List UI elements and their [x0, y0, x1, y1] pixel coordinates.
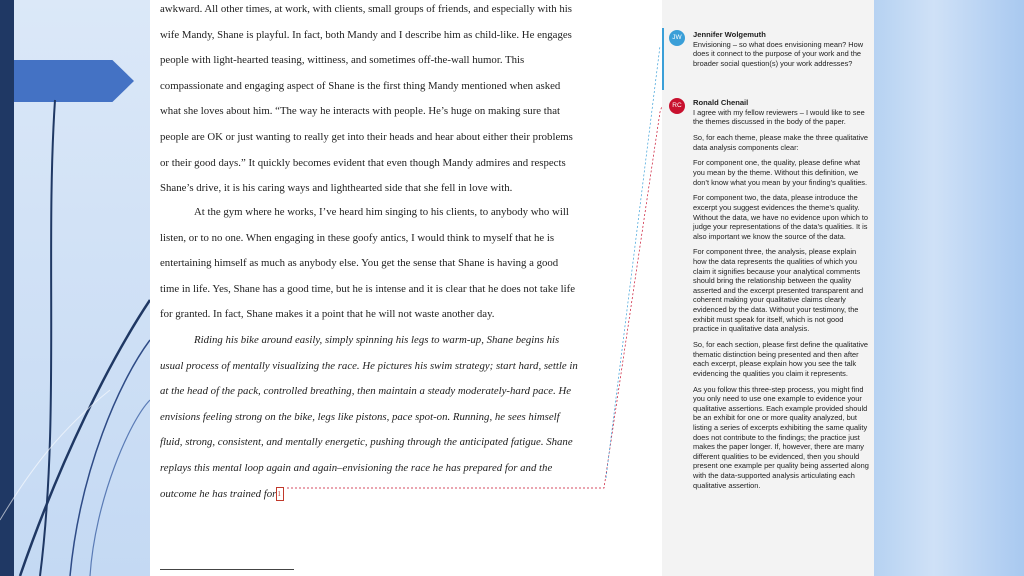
text-line: Shane’s drive, it is his caring ways and lighthearted side that she fell in love with.: [160, 182, 513, 195]
comment-text: So, for each theme, please make the three qualitative data analysis components clear:: [693, 132, 869, 152]
footnote-anchor[interactable]: 1: [276, 487, 284, 501]
text-line: for granted. In fact, Shane makes it a point that he will not waste another day.: [160, 308, 495, 321]
comment-text: So, for each section, please first define the qualitative thematic distinction being presented and then after each excerpt, please explain how you see the talk evidencing the qualities you claim it represents.: [693, 340, 869, 378]
text-line: what she loves about him. “The way he interacts with people. He’s huge on making sure that: [160, 105, 560, 118]
text-line: compassionate and engaging aspect of Shane is the first thing Mandy mentioned when asked: [160, 79, 561, 92]
slide-background-right: [874, 0, 1024, 576]
paragraph-2: [160, 200, 600, 328]
text-line: Riding his bike around easily, simply spinning his legs to warm-up, Shane begins his: [194, 334, 560, 346]
text-line-last: [160, 482, 600, 508]
comment-text: For component three, the analysis, please explain how the data represents the qualities of which you claim it signifies because your analytical comments should bring the relationship between the quality asserted and the excerpt presented transparent and coherent making your qualitative claims clearly evidenced by the data. Without your testimony, the exhibit must speak for itself, which is not good practice in qualitative data analysis.: [693, 247, 864, 334]
active-comment-indicator: [662, 28, 664, 90]
comment-author: Jennifer Wolgemuth: [693, 30, 766, 39]
paragraph-3-italic: [160, 328, 600, 507]
footnote-separator: [160, 569, 294, 570]
comment-text: I agree with my fellow reviewers – I would like to see the themes discussed in the body of the paper.: [693, 107, 865, 127]
comment-author: Ronald Chenail: [693, 98, 749, 107]
text-line: wife Mandy, Shane is playful. In fact, both Mandy and I describe him as child-like. He engages: [160, 28, 572, 41]
text-line: At the gym where he works, I’ve heard him singing to his clients, to anybody who will: [194, 206, 569, 218]
text-line: fluid, strong, consistent, and mentally energetic, pushing through the anticipated fatigue. Shane: [160, 436, 573, 449]
avatar: JW: [669, 30, 685, 46]
text-line: entertaining himself as much as anybody else. You get the sense that Shane is having a good: [160, 257, 559, 270]
decorative-curves: [0, 0, 150, 576]
comment-body: [693, 30, 869, 75]
text-line: envisions feeling strong on the bike, legs like pistons, pace spot-on. Running, he sees himself: [160, 410, 560, 423]
text-line: at the head of the pack, controlled breathing, then maintain a steady moderately-hard pace. He: [160, 385, 572, 398]
text-line: usual process of mentally visualizing the race. He pictures his swim strategy; start hard, settle in: [160, 359, 578, 372]
comment-body: [693, 98, 869, 496]
comment-text: Envisioning – so what does envisioning mean? How does it connect to the purpose of your work and the broader social question(s) your work addresses?: [693, 39, 864, 68]
avatar: RC: [669, 98, 685, 114]
text-line: awkward. All other times, at work, with clients, small groups of friends, and especially with his: [160, 3, 573, 15]
paragraph-1: [160, 0, 600, 202]
text-fragment: outcome he has trained for: [160, 487, 277, 500]
text-line: replays this mental loop again and again–envisioning the race he has prepared for and the: [160, 461, 553, 474]
text-line: or their good days.” It quickly becomes evident that even though Mandy admires and respects: [160, 156, 566, 169]
comment-text: For component two, the data, please introduce the excerpt you suggest evidences the theme’s quality. Without the data, we have no evidence upon which to judge your representations of the data’s qualities. It is also important we know the source of the data.: [693, 193, 869, 241]
comment-text: As you follow this three-step process, you might find you only need to use one example to evidence your qualitative assertions. Each example provided should be an exhibit for one or more quality analyzed, but listing a series of excerpts exhibiting the same quality does not contribute to the findings; the practice just makes the paper longer. If, however, there are many different qualities to be evidenced, then you should present one example per quality being asserted along with the data-supported analysis articulating each qualitative assertion.: [693, 384, 869, 490]
text-line: people with light-hearted teasing, wittiness, and sometimes off-the-wall humor. This: [160, 54, 525, 67]
text-line: time in life. Yes, Shane has a good time, but he is intense and it is clear that he does not take life: [160, 282, 575, 295]
comment-text: For component one, the quality, please define what you mean by the theme. Without this definition, we don’t know what you mean by your finding’s qualities.: [693, 158, 868, 187]
text-line: people are OK or just wanting to really get into their heads and hear about either their problems: [160, 130, 573, 143]
text-line: listen, or to no one. When engaging in these goofy antics, I would think to myself that he is: [160, 231, 555, 244]
